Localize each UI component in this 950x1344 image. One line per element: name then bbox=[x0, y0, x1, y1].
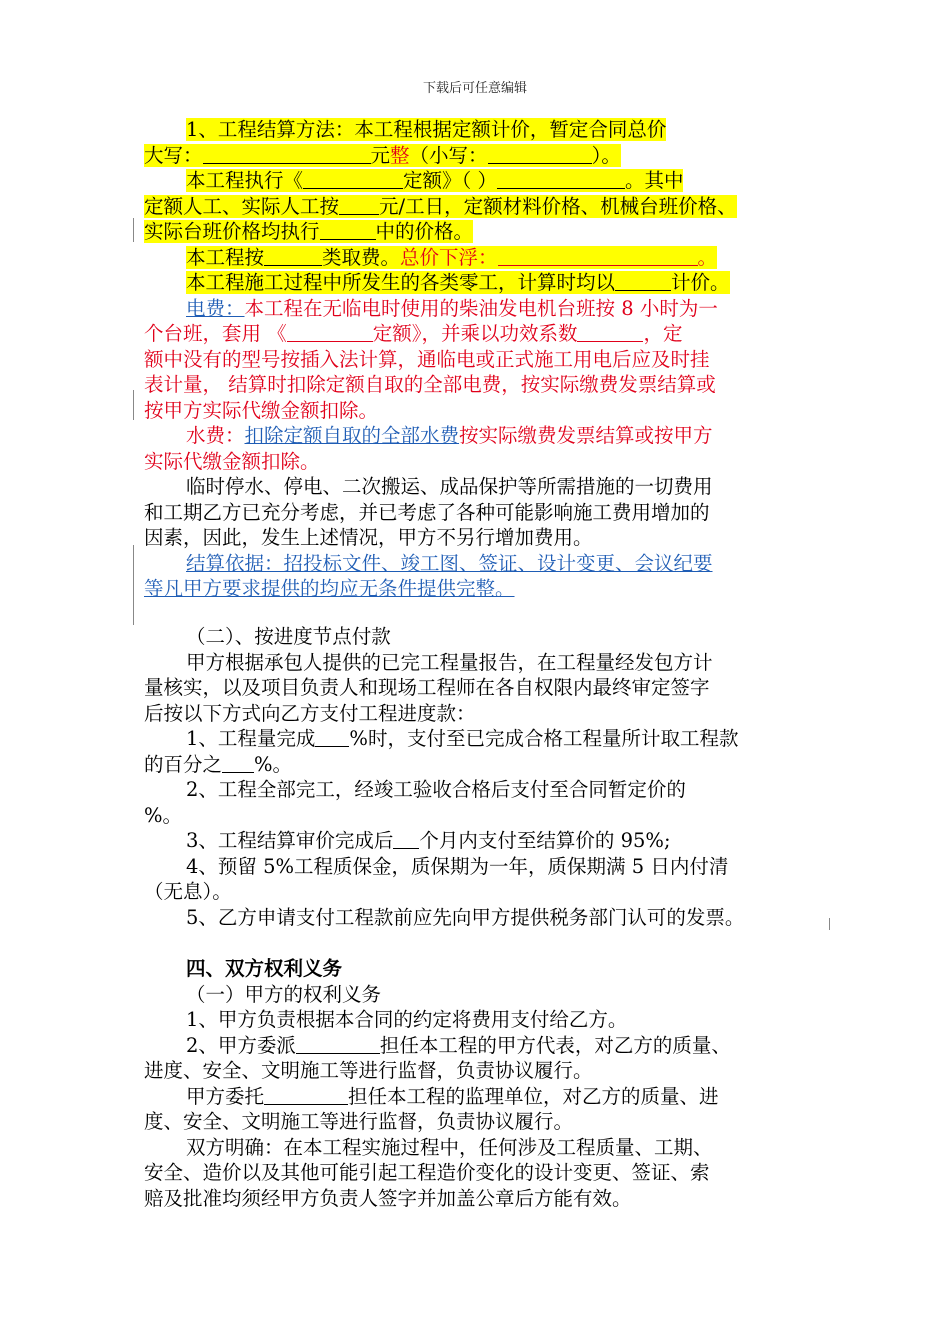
settlement-section bbox=[144, 117, 809, 602]
settlement-line-5: 实际台班价格均执行 中的价格。 bbox=[144, 220, 474, 243]
progress-item-4: 4、预留 5%工程质保金，质保期为一年，质保期满 5 日内付清 bbox=[186, 854, 729, 878]
rights-item-2-cont: 进度、安全、文明施工等进行监督，负责协议履行。 bbox=[144, 1059, 593, 1082]
progress-para-2: 量核实，以及项目负责人和现场工程师在各自权限内最终审定签字 bbox=[144, 676, 710, 699]
progress-item-2: 2、工程全部完工，经竣工验收合格后支付至合同暂定价的 bbox=[186, 778, 686, 801]
page-header: 下载后可任意编辑 bbox=[422, 81, 527, 96]
rights-section bbox=[144, 956, 809, 1211]
rights-item-3: 甲方委托 担任本工程的监理单位，对乙方的质量、进 bbox=[186, 1084, 719, 1108]
basis-line-1: 结算依据：招投标文件、竣工图、签证、设计变更、会议纪要 bbox=[186, 551, 713, 575]
progress-item-3: 3、工程结算审价完成后 个月内支付至结算价的 95%; bbox=[186, 829, 671, 852]
progress-para-3: 后按以下方式向乙方支付工程进度款： bbox=[144, 701, 476, 725]
water-line-1: 水费：扣除定额自取的全部水费按实际缴费发票结算或按甲方 bbox=[186, 424, 713, 447]
settlement-line-1: 1、工程结算方法：本工程根据定额计价，暂定合同总价 bbox=[186, 118, 667, 141]
progress-item-4-cont: （无息）。 bbox=[144, 880, 232, 903]
progress-item-5: 5、乙方申请支付工程款前应先向甲方提供税务部门认可的发票。 bbox=[186, 905, 745, 929]
settlement-line-3: 本工程执行《 定额》（ ） 。其中 bbox=[186, 169, 684, 192]
progress-para-1: 甲方根据承包人提供的已完工程量报告，在工程量经发包方计 bbox=[186, 650, 713, 674]
rights-item-2: 2、甲方委派 担任本工程的甲方代表，对乙方的质量、 bbox=[186, 1033, 731, 1057]
settlement-line-4: 定额人工、实际人工按 元/工日，定额材料价格、机械台班价格、 bbox=[144, 194, 737, 218]
temporary-line-1: 临时停水、停电、二次搬运、成品保护等所需措施的一切费用 bbox=[186, 475, 713, 498]
progress-section bbox=[144, 624, 809, 930]
rights-item-1: 1、甲方负责根据本合同的约定将费用支付给乙方。 bbox=[186, 1008, 628, 1031]
progress-title: （二）、按进度节点付款 bbox=[186, 625, 391, 648]
electricity-line-5: 按甲方实际代缴金额扣除。 bbox=[144, 398, 379, 422]
progress-item-2-cont: %。 bbox=[144, 803, 183, 827]
settlement-line-6: 本工程按 类取费。总价下浮： 。 bbox=[186, 245, 718, 269]
revision-bar bbox=[133, 218, 134, 242]
settlement-line-7: 本工程施工过程中所发生的各类零工，计算时均以 计价。 bbox=[186, 271, 730, 294]
temporary-line-2: 和工期乙方已充分考虑，并已考虑了各种可能影响施工费用增加的 bbox=[144, 500, 710, 524]
rights-title: 四、双方权利义务 bbox=[186, 957, 343, 980]
rights-item-4-cont-1: 安全、造价以及其他可能引起工程造价变化的设计变更、签证、索 bbox=[144, 1161, 710, 1184]
electricity-line-4: 表计量， 结算时扣除定额自取的全部电费，按实际缴费发票结算或 bbox=[144, 373, 716, 396]
electricity-line-2: 个台班，套用 《 定额》，并乘以功效系数 ，定 bbox=[144, 322, 683, 345]
rights-item-4: 双方明确：在本工程实施过程中，任何涉及工程质量、工期、 bbox=[186, 1135, 713, 1159]
progress-item-1-cont: 的百分之 %。 bbox=[144, 752, 293, 776]
rights-item-3-cont: 度、安全、文明施工等进行监督，负责协议履行。 bbox=[144, 1110, 574, 1133]
progress-item-1: 1、工程量完成 %时，支付至已完成合格工程量所计取工程款 bbox=[186, 727, 739, 750]
revision-bar bbox=[829, 918, 830, 930]
revision-bar bbox=[133, 545, 134, 625]
electricity-line-1: 电费：本工程在无临电时使用的柴油发电机台班按 8 小时为一 bbox=[186, 296, 718, 320]
basis-line-2: 等凡甲方要求提供的均应无条件提供完整。 bbox=[144, 577, 515, 600]
electricity-line-3: 额中没有的型号按插入法计算，通临电或正式施工用电后应及时挂 bbox=[144, 347, 710, 371]
settlement-line-2: 大写： 元整（小写： ）。 bbox=[144, 143, 621, 167]
water-line-2: 实际代缴金额扣除。 bbox=[144, 449, 320, 473]
revision-bar bbox=[133, 390, 134, 420]
rights-item-4-cont-2: 赔及批准均须经甲方负责人签字并加盖公章后方能有效。 bbox=[144, 1186, 632, 1210]
rights-subtitle: （一）甲方的权利义务 bbox=[186, 982, 382, 1006]
temporary-line-3: 因素，因此，发生上述情况，甲方不另行增加费用。 bbox=[144, 526, 593, 549]
